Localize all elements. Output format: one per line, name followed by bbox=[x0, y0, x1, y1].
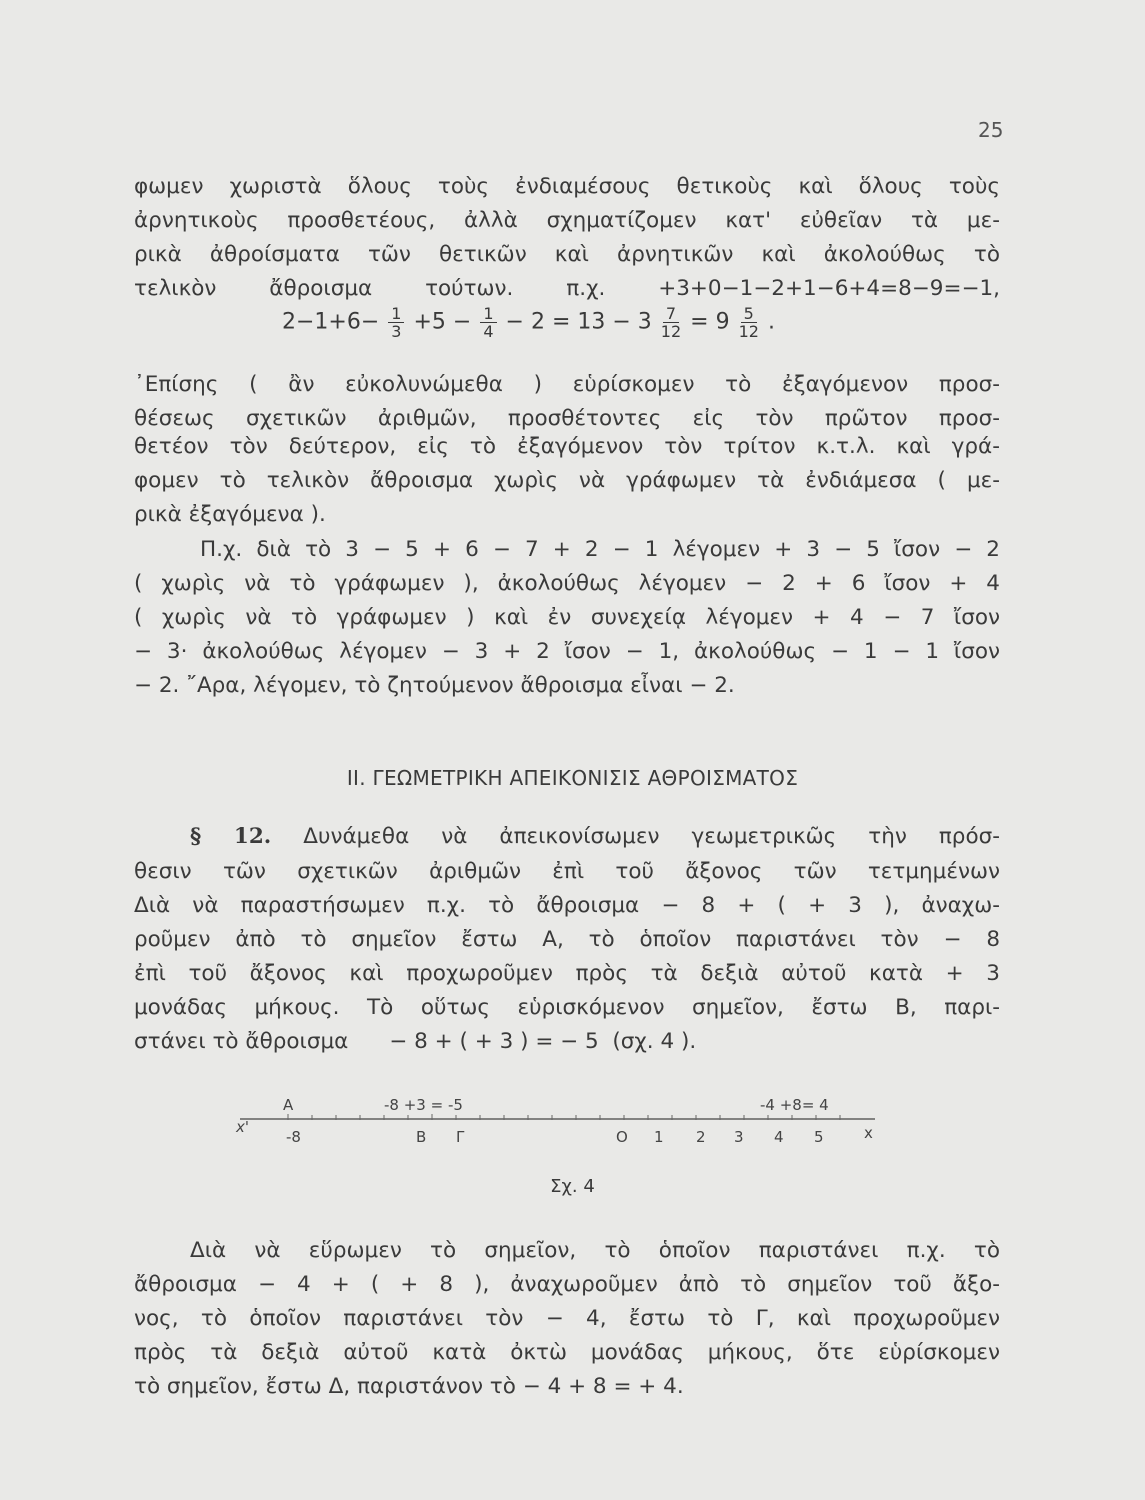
text-line: − 2. ῎Αρα, λέγομεν, τὸ ζητούμενον ἄθροισμα εἶναι − 2. bbox=[134, 673, 735, 698]
section-title: ΙΙ. ΓΕΩΜΕΤΡΙΚΗ ΑΠΕΙΚΟΝΙΣΙΣ ΑΘΡΟΙΣΜΑΤΟΣ bbox=[346, 766, 799, 790]
fraction-numerator: 5 bbox=[741, 305, 757, 323]
example-formula bbox=[282, 305, 775, 340]
formula-part: = 9 bbox=[690, 309, 730, 335]
text-line: θεσιν τῶν σχετικῶν ἀριθμῶν ἐπὶ τοῦ ἄξονος τῶν τετμημένων bbox=[134, 859, 1000, 884]
text-line: τελικὸν ἄθροισμα τούτων. π.χ. +3+0−1−2+1−6+4=8−9=−1, bbox=[134, 276, 1000, 301]
text-line: φωμεν χωριστὰ ὅλους τοὺς ἐνδιαμέσους θετικοὺς καὶ ὅλους τοὺς bbox=[134, 174, 1000, 199]
text-line: Διὰ νὰ παραστήσωμεν π.χ. τὸ ἄθροισμα − 8 + ( + 3 ), ἀναχω- bbox=[134, 893, 1000, 918]
fraction-numerator: 1 bbox=[388, 305, 404, 323]
fraction-denominator: 4 bbox=[483, 322, 494, 341]
fraction bbox=[480, 305, 496, 340]
label-minus-eight: -8 bbox=[286, 1128, 301, 1146]
section-first-line: Δυνάμεθα νὰ ἀπεικονίσωμεν γεωμετρικῶς τὴν πρόσ- bbox=[303, 824, 1000, 849]
label-point-b: B bbox=[416, 1128, 427, 1146]
tick-label: 2 bbox=[696, 1128, 706, 1146]
text-line: ᾿Επίσης ( ἂν εὐκολυνώμεθα ) εὑρίσκομεν τὸ ἐξαγόμενον προσ- bbox=[134, 372, 1000, 397]
text-line: νος, τὸ ὁποῖον παριστάνει τὸν − 4, ἔστω τὸ Γ, καὶ προχωροῦμεν bbox=[134, 1306, 1000, 1331]
text-line: στάνει τὸ ἄθροισμα − 8 + ( + 3 ) = − 5 (σχ. 4 ). bbox=[134, 1029, 697, 1054]
text-line: Διὰ νὰ εὕρωμεν τὸ σημεῖον, τὸ ὁποῖον παριστάνει π.χ. τὸ bbox=[190, 1238, 1000, 1263]
label-point-a: A bbox=[283, 1096, 294, 1114]
fraction-denominator: 12 bbox=[660, 322, 682, 341]
tick-label: 5 bbox=[814, 1128, 824, 1146]
text-line: ροῦμεν ἀπὸ τὸ σημεῖον ἔστω Α, τὸ ὁποῖον παριστάνει τὸν − 8 bbox=[134, 927, 1000, 952]
text-line: ρικὰ ἀθροίσματα τῶν θετικῶν καὶ ἀρνητικῶν καὶ ἀκολούθως τὸ bbox=[134, 242, 1000, 267]
fraction bbox=[661, 305, 681, 340]
formula-part: +5 − bbox=[413, 309, 472, 335]
fraction bbox=[388, 305, 404, 340]
tick-label: 4 bbox=[774, 1128, 784, 1146]
text-line: θέσεως σχετικῶν ἀριθμῶν, προσθέτοντες εἰς τὸν πρῶτον προσ- bbox=[134, 406, 1000, 431]
text-line bbox=[190, 822, 1000, 852]
figure-caption: Σχ. 4 bbox=[550, 1176, 595, 1197]
text-line: ρικὰ ἐξαγόμενα ). bbox=[134, 502, 326, 527]
text-line: ἐπὶ τοῦ ἄξονος καὶ προχωροῦμεν πρὸς τὰ δεξιὰ αὐτοῦ κατὰ + 3 bbox=[134, 961, 1000, 986]
section-mark: § 12. bbox=[190, 824, 272, 849]
fraction-denominator: 3 bbox=[391, 322, 402, 341]
text-line: ( χωρὶς νὰ τὸ γράφωμεν ) καὶ ἐν συνεχείᾳ λέγομεν + 4 − 7 ἴσον bbox=[134, 605, 1000, 630]
text-line: Π.χ. διὰ τὸ 3 − 5 + 6 − 7 + 2 − 1 λέγομεν + 3 − 5 ἴσον − 2 bbox=[200, 537, 1000, 562]
label-x-prime: x' bbox=[236, 1118, 250, 1136]
text-line: θετέον τὸν δεύτερον, εἰς τὸ ἐξαγόμενον τὸν τρίτον κ.τ.λ. καὶ γρά- bbox=[134, 434, 1000, 459]
fraction bbox=[739, 305, 759, 340]
text-line: ( χωρὶς νὰ τὸ γράφωμεν ), ἀκολούθως λέγομεν − 2 + 6 ἴσον + 4 bbox=[134, 571, 1000, 596]
text-line: ἀρνητικοὺς προσθετέους, ἀλλὰ σχηματίζομεν κατ' εὐθεῖαν τὰ με- bbox=[134, 208, 1000, 233]
formula-part: − 2 = 13 − 3 bbox=[505, 309, 652, 335]
page-number: 25 bbox=[978, 118, 1004, 142]
text-line: − 3· ἀκολούθως λέγομεν − 3 + 2 ἴσον − 1, ἀκολούθως − 1 − 1 ἴσον bbox=[134, 639, 1000, 664]
text-line: μονάδας μήκους. Τὸ οὕτως εὑρισκόμενον σημεῖον, ἔστω Β, παρι- bbox=[134, 995, 1000, 1020]
label-sum-2: -4 +8= 4 bbox=[760, 1096, 829, 1114]
text-line: τὸ σημεῖον, ἔστω Δ, παριστάνον τὸ − 4 + 8 = + 4. bbox=[134, 1374, 684, 1399]
label-point-g: Γ bbox=[456, 1128, 465, 1146]
number-line-figure bbox=[230, 1092, 880, 1152]
label-sum-1: -8 +3 = -5 bbox=[384, 1096, 463, 1114]
formula-part: . bbox=[767, 309, 775, 335]
fraction-denominator: 12 bbox=[738, 322, 759, 341]
fraction-numerator: 1 bbox=[480, 305, 496, 323]
tick-label: 3 bbox=[734, 1128, 744, 1146]
formula-part: 2−1+6− bbox=[282, 309, 380, 335]
text-line: πρὸς τὰ δεξιὰ αὐτοῦ κατὰ ὀκτὼ μονάδας μήκους, ὅτε εὑρίσκομεν bbox=[134, 1340, 1000, 1365]
label-x: x bbox=[864, 1124, 873, 1142]
tick-label: O bbox=[616, 1128, 628, 1146]
tick-label: 1 bbox=[654, 1128, 664, 1146]
text-line: ἄθροισμα − 4 + ( + 8 ), ἀναχωροῦμεν ἀπὸ τὸ σημεῖον τοῦ ἄξο- bbox=[134, 1272, 1000, 1297]
fraction-numerator: 7 bbox=[663, 305, 679, 323]
text-line: φομεν τὸ τελικὸν ἄθροισμα χωρὶς νὰ γράφωμεν τὰ ἐνδιάμεσα ( με- bbox=[134, 468, 1000, 493]
